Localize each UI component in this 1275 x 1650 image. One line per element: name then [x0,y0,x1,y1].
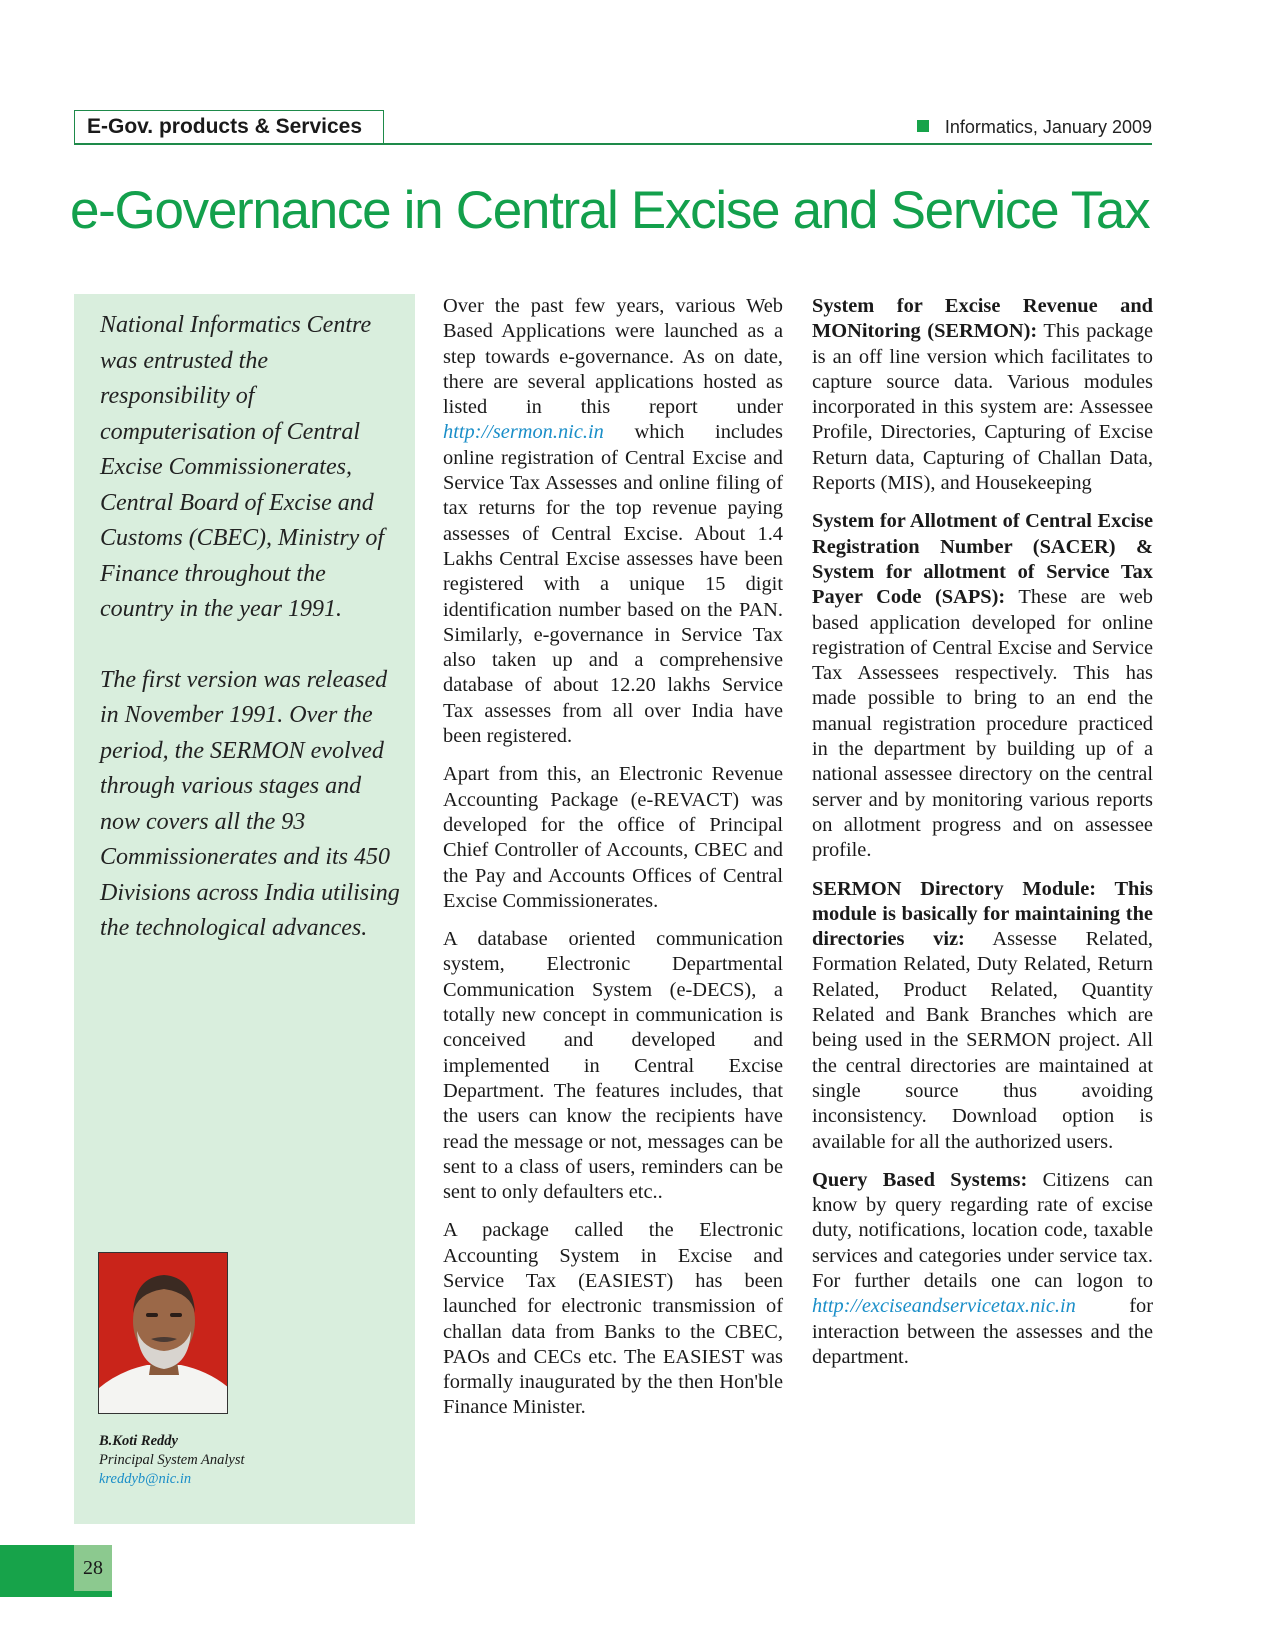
author-portrait-icon [99,1253,228,1414]
quote-paragraph-2: The first version was released in November 1991. Over the period, the SERMON evolved through various stages and now covers all the 93 Commissionerates and its 450 Divisions across India utilising the technological advances. [100,666,400,941]
sermon-link[interactable]: http://sermon.nic.in [443,421,604,444]
header-rule [74,143,1152,145]
exciseandservicetax-link[interactable]: http://exciseandservicetax.nic.in [812,1295,1076,1318]
column2-paragraph-1: System for Excise Revenue and MONitoring (SERMON): This package is an off line version which facilitates to capture source data. Various modules incorporated in this system are: Assessee Profile, Directories, Capturing of Excise Return data, Capturing of Challan Data, Reports (MIS), and Housekeeping [812,295,1154,495]
issue-label [917,117,1152,138]
article-column-1 [443,294,783,1434]
author-name: B.Koti Reddy [99,1433,178,1449]
footer-bar [0,1545,74,1597]
sacer-heading: System for Allotment of Central Excise Registration Number (SACER) & System for allotment of Service Tax Payer Code (SAPS): [812,510,1153,609]
quote-paragraph-1: National Informatics Centre was entrusted the responsibility of computerisation of Central Excise Commissionerates, Central Board of Excise and Customs (CBEC), Ministry of Finance throughout the country in the year 1991. [100,312,385,622]
sidebar-box [74,294,415,1524]
query-heading: Query Based Systems: [812,1168,1028,1191]
pull-quote [100,308,400,982]
column1-paragraph-1: Over the past few years, various Web Based Applications were launched as a step towards e-governance. As on date, there are several applications hosted as listed in this report under http://sermon.nic.in which includes online registration of Central Excise and Service Tax Assesses and online filing of tax returns for the top revenue paying assesses of Central Excise. About 1.4 Lakhs Central Excise assesses have been registered with a unique 15 digit identification number based on the PAN. Similarly, e-governance in Service Tax also taken up and a comprehensive database of about 12.20 lakhs Service Tax assesses from all over India have been registered. [443,295,783,748]
issue-text: Informatics, January 2009 [944,117,1152,137]
column1-paragraph-2: Apart from this, an Electronic Revenue Accounting Package (e-REVACT) was developed for the office of Principal Chief Controller of Accounts, CBEC and the Pay and Accounts Offices of Central Excise Commissionerates. [443,763,783,912]
page-number-underline [74,1591,112,1597]
author-credit [99,1432,245,1489]
author-photo [98,1252,228,1414]
page-number: 28 [74,1545,112,1591]
section-tag: E-Gov. products & Services [74,110,384,144]
column1-paragraph-3: A database oriented communication system, Electronic Departmental Communication System (e-DECS), a totally new concept in communication is conceived and developed and implemented in Central Excise Department. The features includes, that the users can know the recipients have read the message or not, messages can be sent to a class of users, reminders can be sent to only defaulters etc.. [443,928,783,1204]
square-bullet-icon [917,120,929,132]
column1-paragraph-4: A package called the Electronic Accounting System in Excise and Service Tax (EASIEST) has been launched for electronic transmission of challan data from Banks to the CBEC, PAOs and CECs etc. The EASIEST was formally inaugurated by the then Hon'ble Finance Minister. [443,1219,783,1419]
column2-paragraph-2: System for Allotment of Central Excise Registration Number (SACER) & System for allotment of Service Tax Payer Code (SAPS): These are web based application developed for online registration of Central Excise and Service Tax Assessees respectively. This has made possible to bring to an end the manual registration procedure practiced in the department by building up of a national assessee directory on the central server and by monitoring various reports on allotment progress and on assessee profile. [812,510,1153,862]
page-title: e-Governance in Central Excise and Service Tax [70,181,1150,240]
author-role: Principal System Analyst [99,1452,245,1468]
author-email-link[interactable]: kreddyb@nic.in [99,1471,192,1487]
directory-heading: SERMON Directory Module: This module is basically for maintaining the directories viz: [812,877,1153,951]
column2-paragraph-4: Query Based Systems: Citizens can know by query regarding rate of excise duty, notifications, location code, taxable services and categories under service tax. For further details one can logon to http://exciseandservicetax.nic.in for interaction between the assesses and the department. [812,1168,1153,1368]
sermon-heading: System for Excise Revenue and MONitoring (SERMON): [812,295,1153,343]
article-column-2 [812,294,1153,1383]
column2-paragraph-3: SERMON Directory Module: This module is basically for maintaining the directories viz: Assesse Related, Formation Related, Duty Related, Return Related, Product Related, Quantity Related and Bank Branches which are being used in the SERMON project. All the central directories are maintained at single source thus avoiding inconsistency. Download option is available for all the authorized users. [812,877,1153,1153]
